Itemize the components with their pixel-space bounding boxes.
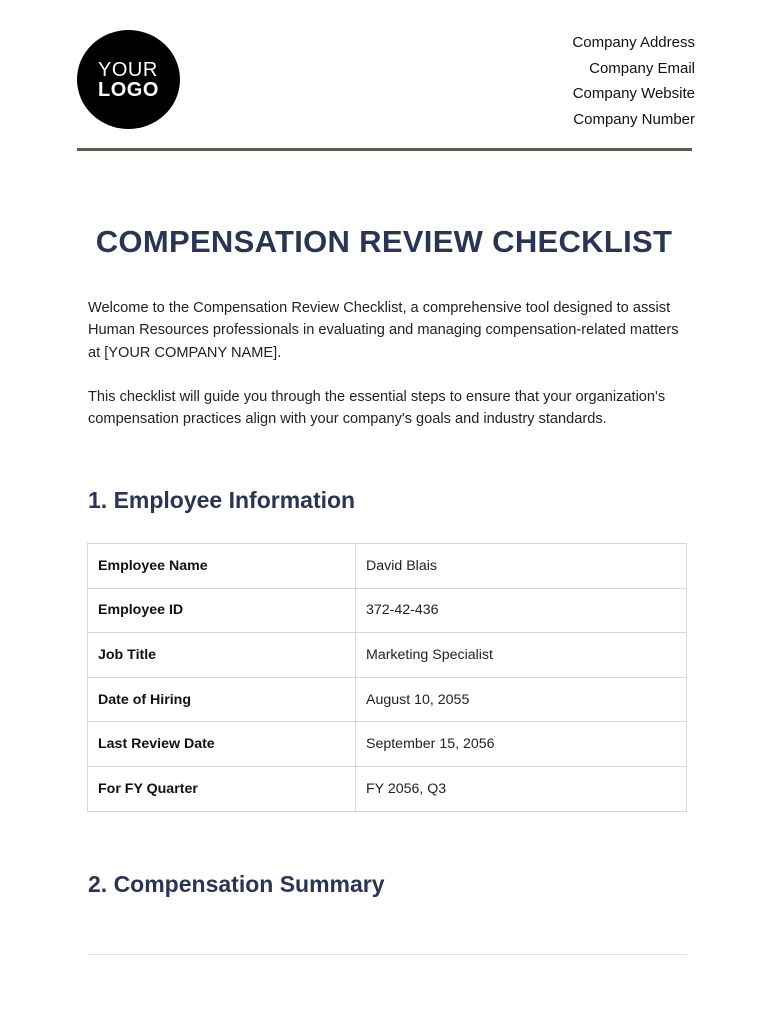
table-row	[88, 633, 687, 678]
row-value: FY 2056, Q3	[356, 766, 687, 811]
company-logo	[77, 30, 180, 129]
intro-paragraph-1: Welcome to the Compensation Review Checklist, a comprehensive tool designed to assist Human Resources professionals in evaluating and managing compensation-related matters at [YOUR COMPANY NAME].	[88, 300, 679, 361]
document-title: COMPENSATION REVIEW CHECKLIST	[95, 224, 673, 259]
row-label: Employee ID	[88, 588, 356, 633]
table-row	[88, 722, 687, 767]
section-divider	[88, 954, 687, 955]
header-divider	[77, 148, 692, 151]
row-value: Marketing Specialist	[356, 633, 687, 678]
company-email: Company Email	[589, 59, 695, 77]
table-row	[88, 677, 687, 722]
section-heading-compensation-summary: 2. Compensation Summary	[88, 871, 385, 897]
section-heading-employee-information: 1. Employee Information	[88, 487, 356, 513]
logo-text-line2: LOGO	[98, 78, 159, 101]
row-label: Employee Name	[88, 544, 356, 589]
intro-paragraph-2: This checklist will guide you through the essential steps to ensure that your organization's compensation practices align with your company's goals and industry standards.	[88, 389, 666, 428]
row-value: August 10, 2055	[356, 677, 687, 722]
row-label: Date of Hiring	[88, 677, 356, 722]
company-number: Company Number	[573, 110, 695, 128]
table-row	[88, 588, 687, 633]
company-website: Company Website	[572, 85, 695, 102]
row-value: September 15, 2056	[356, 722, 687, 767]
table-row	[88, 766, 687, 811]
company-address: Company Address	[572, 34, 695, 51]
row-value: David Blais	[356, 544, 687, 589]
company-contact-block	[572, 30, 695, 132]
row-label: Job Title	[88, 633, 356, 678]
employee-information-table	[87, 543, 687, 812]
table-row	[88, 544, 687, 589]
logo-text-line1: YOUR	[98, 58, 158, 81]
row-value: 372-42-436	[356, 588, 687, 633]
row-label: Last Review Date	[88, 722, 356, 767]
row-label: For FY Quarter	[88, 766, 356, 811]
